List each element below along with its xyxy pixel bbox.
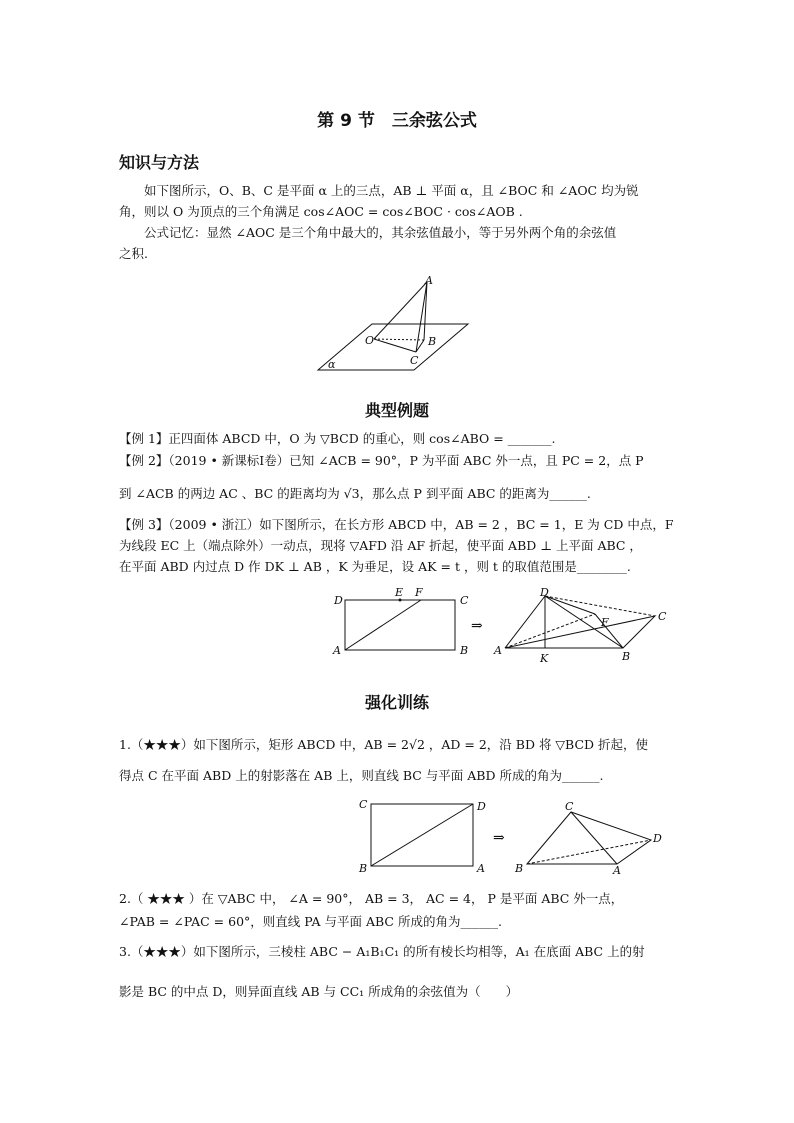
fig3b-label-c: C (565, 800, 574, 813)
fig3-arrow: ⇒ (493, 830, 505, 846)
fig1-label-c: C (410, 354, 419, 367)
example-3-line1: 【例 3】（2009 • 浙江）如下图所示，在长方形 ABCD 中，AB = 2 ，BC = 1，E 为 CD 中点，F (119, 517, 674, 532)
fig2-label-e: E (395, 586, 404, 599)
fig2b-label-b: B (622, 650, 631, 663)
figure-plane-projection (312, 272, 472, 376)
fig1-label-alpha: α (328, 358, 336, 371)
fig2-label-b: B (460, 644, 469, 657)
section-heading-knowledge: 知识与方法 (119, 153, 200, 172)
fig3b-label-a: A (613, 864, 621, 877)
example-3-line2: 为线段 EC 上（端点除外）一动点，现将 ▽AFD 沿 AF 折起，使平面 ABD ⊥ 上平面 ABC ， (119, 538, 642, 553)
question-3-line1: 3.（★★★）如下图所示，三棱柱 ABC − A₁B₁C₁ 的所有棱长均相等，A₁ 在底面 ABC 上的射 (119, 944, 645, 959)
fig3-label-b: B (359, 862, 368, 875)
question-2-line1: 2.（ ★★★ ）在 ▽ABC 中， ∠A = 90°， AB = 3， AC = 4， P 是平面 ABC 外一点， (119, 891, 624, 906)
section-heading-examples: 典型例题 (364, 401, 429, 420)
question-1-line1: 1.（★★★）如下图所示，矩形 ABCD 中，AB = 2√2 ，AD = 2，沿 BD 将 ▽BCD 折起，使 (119, 737, 649, 752)
fig1-label-o: O (365, 334, 375, 347)
fig2b-label-a: A (494, 644, 502, 657)
fig2b-label-k: K (540, 652, 549, 665)
fig2b-label-d: D (540, 586, 549, 599)
fig3-label-a: A (477, 862, 485, 875)
question-3-line2: 影是 BC 的中点 D，则异面直线 AB 与 CC₁ 所成角的余弦值为（ ） (119, 984, 519, 999)
example-3-line3: 在平面 ABD 内过点 D 作 DK ⊥ AB ，K 为垂足，设 AK = t ，则 t 的取值范围是________. (119, 559, 631, 574)
fig1-label-b: B (428, 335, 437, 348)
fig3-label-d: D (477, 800, 486, 813)
figure-example-3 (325, 586, 670, 666)
question-2-line2: ∠PAB = ∠PAC = 60°，则直线 PA 与平面 ABC 所成的角为______. (119, 914, 502, 929)
knowledge-para1-line1: 如下图所示，O、B、C 是平面 α 上的三点，AB ⊥ 平面 α，且 ∠BOC 和 ∠AOC 均为锐 (144, 183, 639, 198)
fig1-label-a: A (425, 274, 433, 287)
knowledge-para1-line2: 角，则以 O 为顶点的三个角满足 cos∠AOC = cos∠BOC · cos∠AOB . (119, 204, 523, 219)
fig2-arrow: ⇒ (471, 618, 483, 634)
fig2-label-f: F (415, 586, 423, 599)
fig2-label-d: D (334, 594, 343, 607)
example-2-line2: 到 ∠ACB 的两边 AC 、BC 的距离均为 √3，那么点 P 到平面 ABC 的距离为______. (119, 486, 591, 501)
section-heading-training: 强化训练 (364, 693, 429, 712)
example-1: 【例 1】正四面体 ABCD 中，O 为 ▽BCD 的重心，则 cos∠ABO = _______. (119, 431, 556, 446)
figure-question-1 (355, 794, 675, 880)
page-title: 第 9 节 三余弦公式 (317, 111, 477, 131)
fig3b-label-b: B (515, 862, 524, 875)
knowledge-para2-line2: 之积. (119, 246, 148, 261)
example-2-line1: 【例 2】（2019 • 新课标Ⅰ卷）已知 ∠ACB = 90°，P 为平面 ABC 外一点，且 PC = 2，点 P (119, 453, 644, 468)
fig2-label-c: C (460, 594, 469, 607)
fig2-label-a: A (333, 644, 341, 657)
question-1-line2: 得点 C 在平面 ABD 上的射影落在 AB 上，则直线 BC 与平面 ABD 所成的角为______. (119, 768, 604, 783)
fig2b-label-c: C (658, 610, 667, 623)
knowledge-para2-line1: 公式记忆：显然 ∠AOC 是三个角中最大的，其余弦值最小，等于另外两个角的余弦值 (144, 225, 617, 240)
fig3b-label-d: D (653, 832, 662, 845)
fig2b-label-f: F (601, 616, 609, 629)
fig3-label-c: C (359, 798, 368, 811)
